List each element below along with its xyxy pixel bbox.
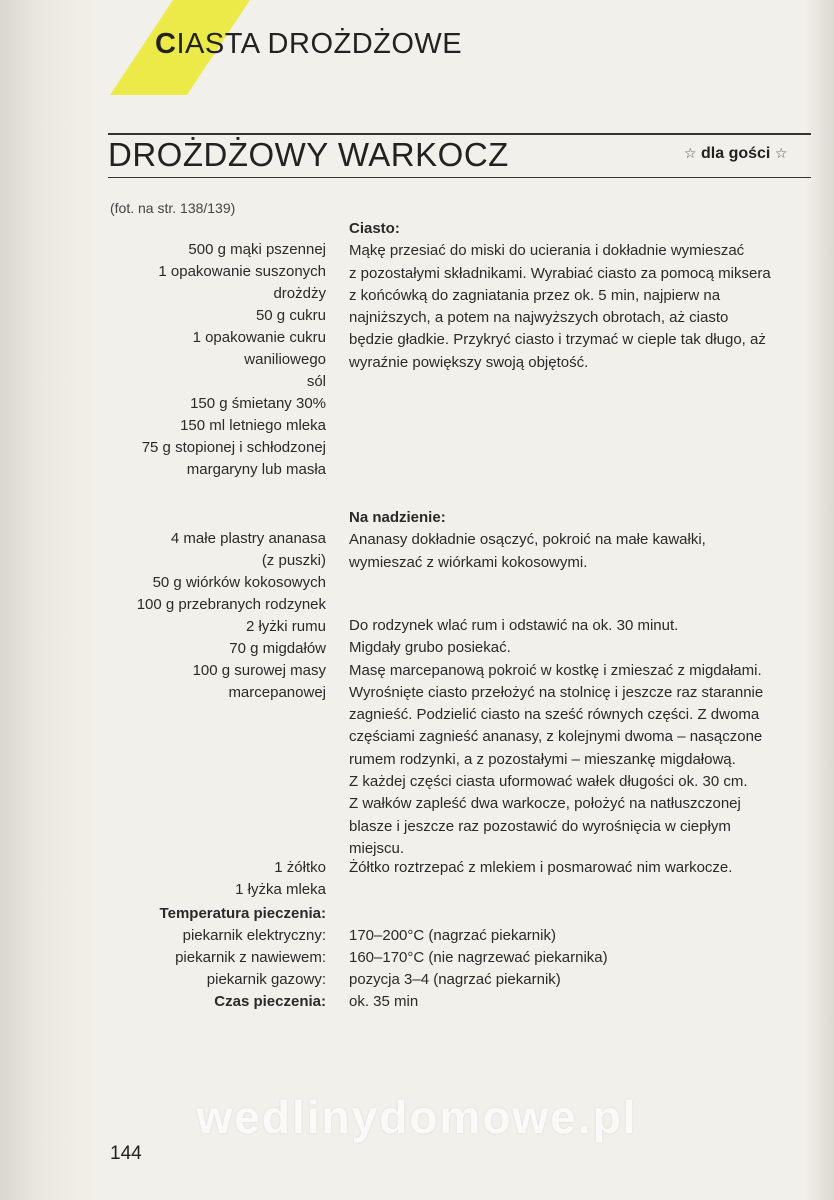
ingredient: 1 żółtko xyxy=(274,859,326,876)
recipe-title: DROŻDŻOWY WARKOCZ xyxy=(108,136,509,173)
instruction-line: miejscu. xyxy=(349,839,405,857)
instruction-line: Migdały grubo posiekać. xyxy=(349,639,511,657)
oven-type-label: piekarnik gazowy: xyxy=(206,971,326,988)
ingredient: sól xyxy=(306,373,326,390)
instruction-line: wyraźnie powiększy swoją objętość. xyxy=(349,353,589,371)
page-edge-shadow xyxy=(804,0,834,1200)
baking-values xyxy=(349,925,819,1013)
instruction-line: Wyrośnięte ciasto przełożyć na stolnicę i jeszcze raz starannie xyxy=(349,683,764,701)
section-title-rest: IASTA DROŻDŻOWE xyxy=(176,28,463,60)
ingredient: (z puszki) xyxy=(261,552,326,569)
photo-reference: (fot. na str. 138/139) xyxy=(110,200,236,216)
ingredient: 150 ml letniego mleka xyxy=(180,417,326,434)
oven-temp-value: 160–170°C (nie nagrzewać piekarnika) xyxy=(349,949,608,966)
glaze-instruction xyxy=(349,857,819,879)
instruction-line: z końcówką do zagniatania przez ok. 5 min, najpierw na xyxy=(349,286,721,304)
instruction-line: Z wałków zapleść dwa warkocze, położyć na natłuszczonej xyxy=(349,795,741,813)
oven-type-label: piekarnik z nawiewem: xyxy=(175,949,326,966)
baking-time-label: Czas pieczenia: xyxy=(214,993,326,1010)
instruction-line: Mąkę przesiać do miski do ucierania i dokładnie wymieszać xyxy=(349,242,745,260)
instruction-line: blasze i jeszcze raz pozostawić do wyrośnięcia w ciepłym xyxy=(349,817,731,835)
instruction-line: Do rodzynek wlać rum i odstawić na ok. 30 minut. xyxy=(349,617,679,634)
instruction-line: najniższych, a potem na najwyższych obrotach, aż ciasto xyxy=(349,309,729,327)
baking-labels xyxy=(96,903,326,1013)
instruction-line: Żółtko roztrzepać z mlekiem i posmarować nim warkocze. xyxy=(349,859,733,876)
baking-temp-label: Temperatura pieczenia: xyxy=(159,905,326,922)
dough-heading: Ciasto: xyxy=(349,220,400,237)
page-number: 144 xyxy=(110,1143,142,1164)
watermark: wedlinydomowe.pl xyxy=(196,1091,638,1143)
ingredient: 150 g śmietany 30% xyxy=(190,395,326,412)
ingredient: 50 g cukru xyxy=(255,307,326,324)
dough-ingredients xyxy=(96,239,326,481)
ingredient: 500 g mąki pszennej xyxy=(188,241,326,258)
instruction-line: będzie gładkie. Przykryć ciasto i trzymać w cieple tak długo, aż xyxy=(349,331,766,349)
ingredient: 1 opakowanie cukru xyxy=(192,329,326,346)
ingredient: marcepanowej xyxy=(228,684,326,701)
filling-instructions-a xyxy=(349,507,819,574)
filling-ingredients-a xyxy=(96,528,326,572)
instruction-line: zagnieść. Podzielić ciasto na sześć równych części. Z dwoma xyxy=(349,706,760,724)
dough-instructions xyxy=(349,218,819,374)
glaze-ingredients xyxy=(96,857,326,901)
ingredient: 70 g migdałów xyxy=(229,640,326,657)
title-rule-bottom xyxy=(108,177,811,178)
section-title-initial: C xyxy=(155,28,177,60)
instruction-line: Z każdej części ciasta uformować wałek długości ok. 30 cm. xyxy=(349,773,748,791)
baking-time-value: ok. 35 min xyxy=(349,993,419,1010)
guest-badge xyxy=(684,145,787,163)
ingredient: 50 g wiórków kokosowych xyxy=(152,574,326,591)
ingredient: 100 g surowej masy xyxy=(192,662,326,679)
ingredient: margaryny lub masła xyxy=(186,461,326,478)
instruction-line: częściami zagnieść ananasy, z kolejnymi dwoma – nasączone xyxy=(349,728,763,746)
instruction-line: Masę marcepanową pokroić w kostkę i zmieszać z migdałami. xyxy=(349,661,762,679)
oven-temp-value: 170–200°C (nagrzać piekarnik) xyxy=(349,927,556,944)
filling-heading: Na nadzienie: xyxy=(349,509,446,526)
ingredient: 1 opakowanie suszonych xyxy=(158,263,326,280)
ingredient: 100 g przebranych rodzynek xyxy=(136,596,326,613)
instruction-line: Ananasy dokładnie osączyć, pokroić na małe kawałki, xyxy=(349,531,706,549)
oven-temp-value: pozycja 3–4 (nagrzać piekarnik) xyxy=(349,971,561,988)
section-title xyxy=(155,28,462,61)
ingredient: waniliowego xyxy=(244,351,326,368)
instruction-line: wymieszać z wiórkami kokosowymi. xyxy=(349,553,588,571)
page-gutter-shadow xyxy=(0,0,100,1200)
ingredient: 75 g stopionej i schłodzonej xyxy=(141,439,326,456)
ingredient: 4 małe plastry ananasa xyxy=(170,530,326,547)
ingredient: drożdży xyxy=(273,285,326,302)
ingredient: 2 łyżki rumu xyxy=(245,618,326,635)
instruction-line: rumem rodzynki, a z pozostałymi – mieszankę migdałową. xyxy=(349,750,736,768)
filling-ingredients-b xyxy=(96,572,326,704)
instruction-line: z pozostałymi składnikami. Wyrabiać ciasto za pomocą miksera xyxy=(349,264,771,282)
title-rule-top xyxy=(108,133,811,135)
ingredient: 1 łyżka mleka xyxy=(235,881,326,898)
star-icon: ☆ xyxy=(774,145,788,161)
oven-type-label: piekarnik elektryczny: xyxy=(182,927,326,944)
star-icon: ☆ xyxy=(684,145,697,161)
filling-instructions-b xyxy=(349,615,819,860)
guest-badge-label: dla gości xyxy=(701,145,771,162)
